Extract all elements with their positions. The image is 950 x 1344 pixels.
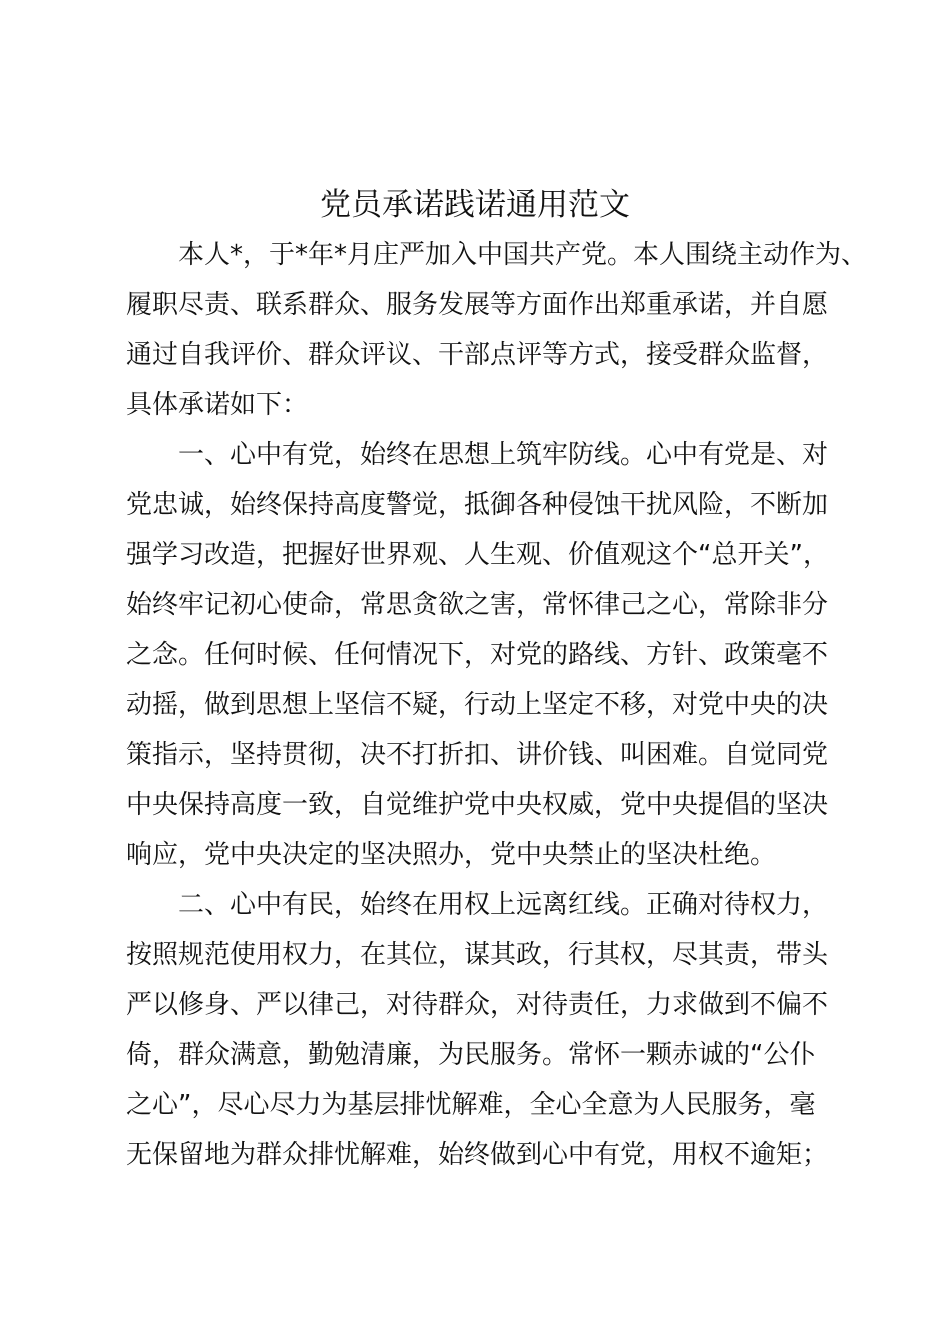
text-line: 党忠诚，始终保持高度警觉，抵御各种侵蚀干扰风险，不断加 bbox=[126, 490, 829, 520]
text-line: 通过自我评价、群众评议、干部点评等方式，接受群众监督， bbox=[126, 340, 829, 370]
text-line: 具体承诺如下： bbox=[126, 390, 309, 420]
text-line: 响应，党中央决定的坚决照办，党中央禁止的坚决杜绝。 bbox=[126, 840, 777, 870]
paragraph-intro bbox=[126, 230, 868, 430]
text-line: 倚，群众满意，勤勉清廉，为民服务。常怀一颗赤诚的“公仆 bbox=[126, 1040, 816, 1070]
text-line: 之念。任何时候、任何情况下，对党的路线、方针、政策毫不 bbox=[126, 640, 829, 670]
text-line: 本人*，于*年*月庄严加入中国共产党。本人围绕主动作为、 bbox=[178, 240, 868, 270]
text-line: 二、心中有民，始终在用权上远离红线。正确对待权力， bbox=[178, 890, 829, 920]
document-body bbox=[126, 230, 868, 1180]
text-line: 始终牢记初心使命，常思贪欲之害，常怀律己之心，常除非分 bbox=[126, 590, 829, 620]
text-line: 按照规范使用权力，在其位，谋其政，行其权，尽其责，带头 bbox=[126, 940, 829, 970]
text-line: 履职尽责、联系群众、服务发展等方面作出郑重承诺，并自愿 bbox=[126, 290, 829, 320]
text-line: 严以修身、严以律己，对待群众，对待责任，力求做到不偏不 bbox=[126, 990, 829, 1020]
text-line: 动摇，做到思想上坚信不疑，行动上坚定不移，对党中央的决 bbox=[126, 690, 829, 720]
paragraph-section-one bbox=[126, 430, 838, 880]
text-line: 无保留地为群众排忧解难，始终做到心中有党，用权不逾矩； bbox=[126, 1140, 829, 1170]
text-line: 一、心中有党，始终在思想上筑牢防线。心中有党是、对 bbox=[178, 440, 829, 470]
document-title: 党员承诺践诺通用范文 bbox=[320, 187, 630, 223]
text-line: 强学习改造，把握好世界观、人生观、价值观这个“总开关”， bbox=[126, 540, 829, 570]
text-line: 中央保持高度一致，自觉维护党中央权威，党中央提倡的坚决 bbox=[126, 790, 829, 820]
text-line: 之心”，尽心尽力为基层排忧解难，全心全意为人民服务，毫 bbox=[126, 1090, 816, 1120]
text-line: 策指示，坚持贯彻，决不打折扣、讲价钱、叫困难。自觉同党 bbox=[126, 740, 829, 770]
paragraph-section-two bbox=[126, 880, 838, 1180]
